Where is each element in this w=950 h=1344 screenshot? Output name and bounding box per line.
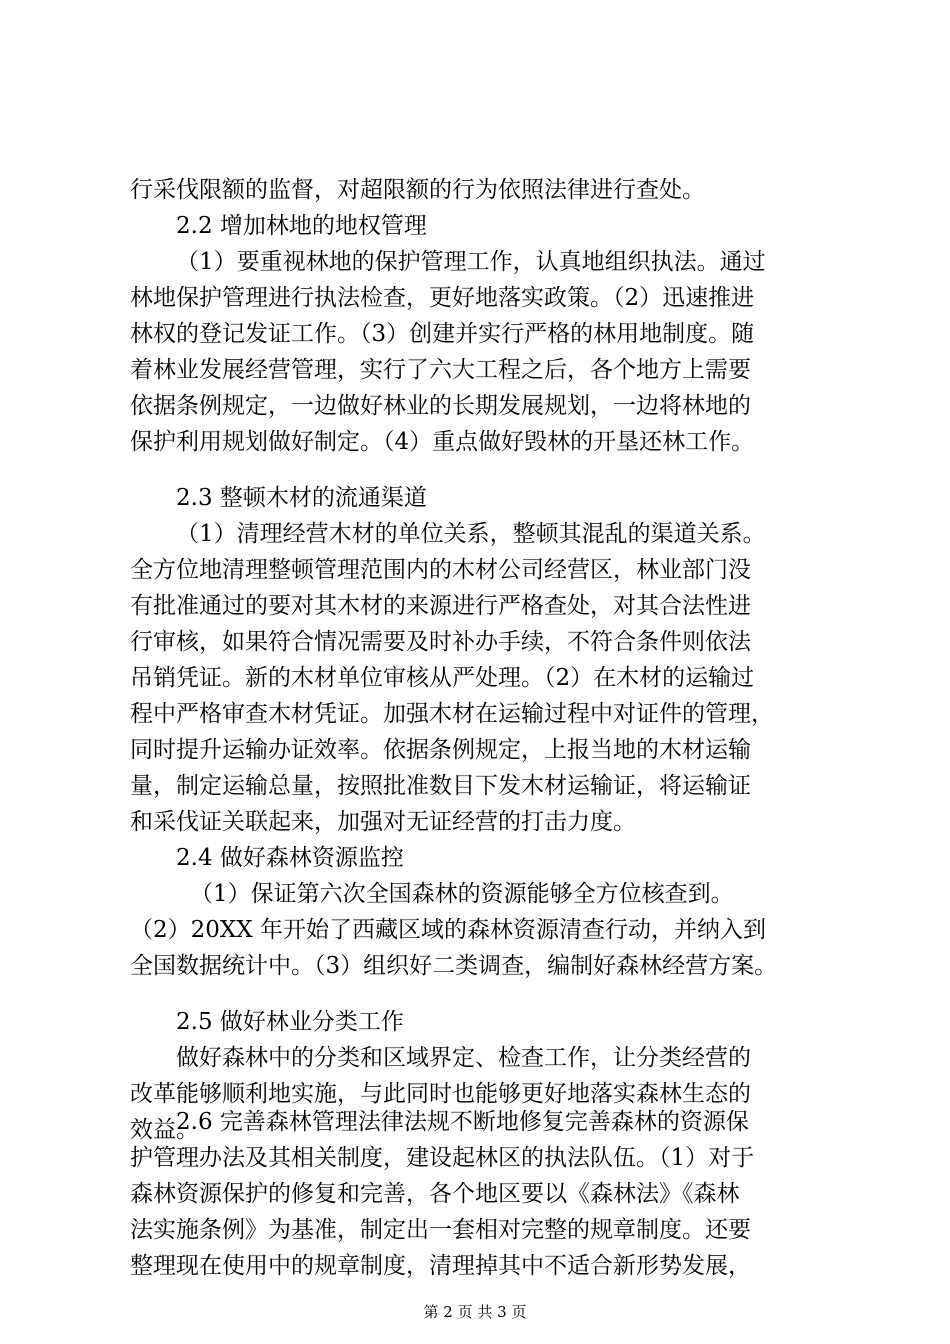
text-line: 行采伐限额的监督，对超限额的行为依照法律进行查处。	[130, 177, 705, 203]
text-line: 效益。	[130, 1117, 199, 1143]
text-line: （1）保证第六次全国森林的资源能够全方位核查到。	[190, 881, 734, 907]
text-line: 吊销凭证。新的木材单位审核从严处理。（2）在木材的运输过	[130, 665, 755, 691]
text-line: 全方位地清理整顿管理范围内的木材公司经营区，林业部门没	[130, 557, 751, 583]
section-heading: 2.6 完善森林管理法律法规不断地修复完善森林的资源保	[176, 1109, 749, 1135]
section-heading: 2.2 增加林地的地权管理	[176, 213, 427, 239]
section-heading: 2.4 做好森林资源监控	[176, 845, 404, 871]
text-line: 林权的登记发证工作。（3）创建并实行严格的林用地制度。随	[130, 321, 755, 347]
text-line: 护管理办法及其相关制度，建设起林区的执法队伍。（1）对于	[130, 1145, 755, 1171]
text-line: （2）20XX 年开始了西藏区域的森林资源清查行动，并纳入到	[130, 917, 766, 943]
text-line: 程中严格审查木材凭证。加强木材在运输过程中对证件的管理，	[130, 701, 774, 727]
text-line: 全国数据统计中。（3）组织好二类调查，编制好森林经营方案。	[130, 953, 778, 979]
text-line: 行审核，如果符合情况需要及时补办手续，不符合条件则依法	[130, 629, 751, 655]
text-line: 改革能够顺利地实施，与此同时也能够更好地落实森林生态的	[130, 1081, 751, 1107]
text-line: 整理现在使用中的规章制度，清理掉其中不适合新形势发展，	[130, 1253, 751, 1279]
text-line: （1）清理经营木材的单位关系，整顿其混乱的渠道关系。	[176, 521, 766, 547]
text-line: 法实施条例》为基准，制定出一套相对完整的规章制度。还要	[130, 1217, 751, 1243]
text-line: 林地保护管理进行执法检查，更好地落实政策。（2）迅速推进	[130, 285, 755, 311]
text-line: 同时提升运输办证效率。依据条例规定，上报当地的木材运输	[130, 737, 751, 763]
text-line: 和采伐证关联起来，加强对无证经营的打击力度。	[130, 809, 636, 835]
text-line: （1）要重视林地的保护管理工作，认真地组织执法。通过	[176, 249, 766, 275]
page-footer: 第 2 页 共 3 页	[423, 1303, 527, 1321]
section-heading: 2.5 做好林业分类工作	[176, 1009, 404, 1035]
text-line: 量，制定运输总量，按照批准数目下发木材运输证，将运输证	[130, 773, 751, 799]
text-line: 森林资源保护的修复和完善，各个地区要以《森林法》《森林	[130, 1181, 740, 1207]
text-line: 保护利用规划做好制定。（4）重点做好毁林的开垦还林工作。	[130, 429, 755, 455]
text-line: 依据条例规定，一边做好林业的长期发展规划，一边将林地的	[130, 393, 751, 419]
text-line: 做好森林中的分类和区域界定、检查工作，让分类经营的	[176, 1045, 751, 1071]
text-line: 着林业发展经营管理，实行了六大工程之后，各个地方上需要	[130, 357, 751, 383]
text-line: 有批准通过的要对其木材的来源进行严格查处，对其合法性进	[130, 593, 751, 619]
section-heading: 2.3 整顿木材的流通渠道	[176, 485, 427, 511]
